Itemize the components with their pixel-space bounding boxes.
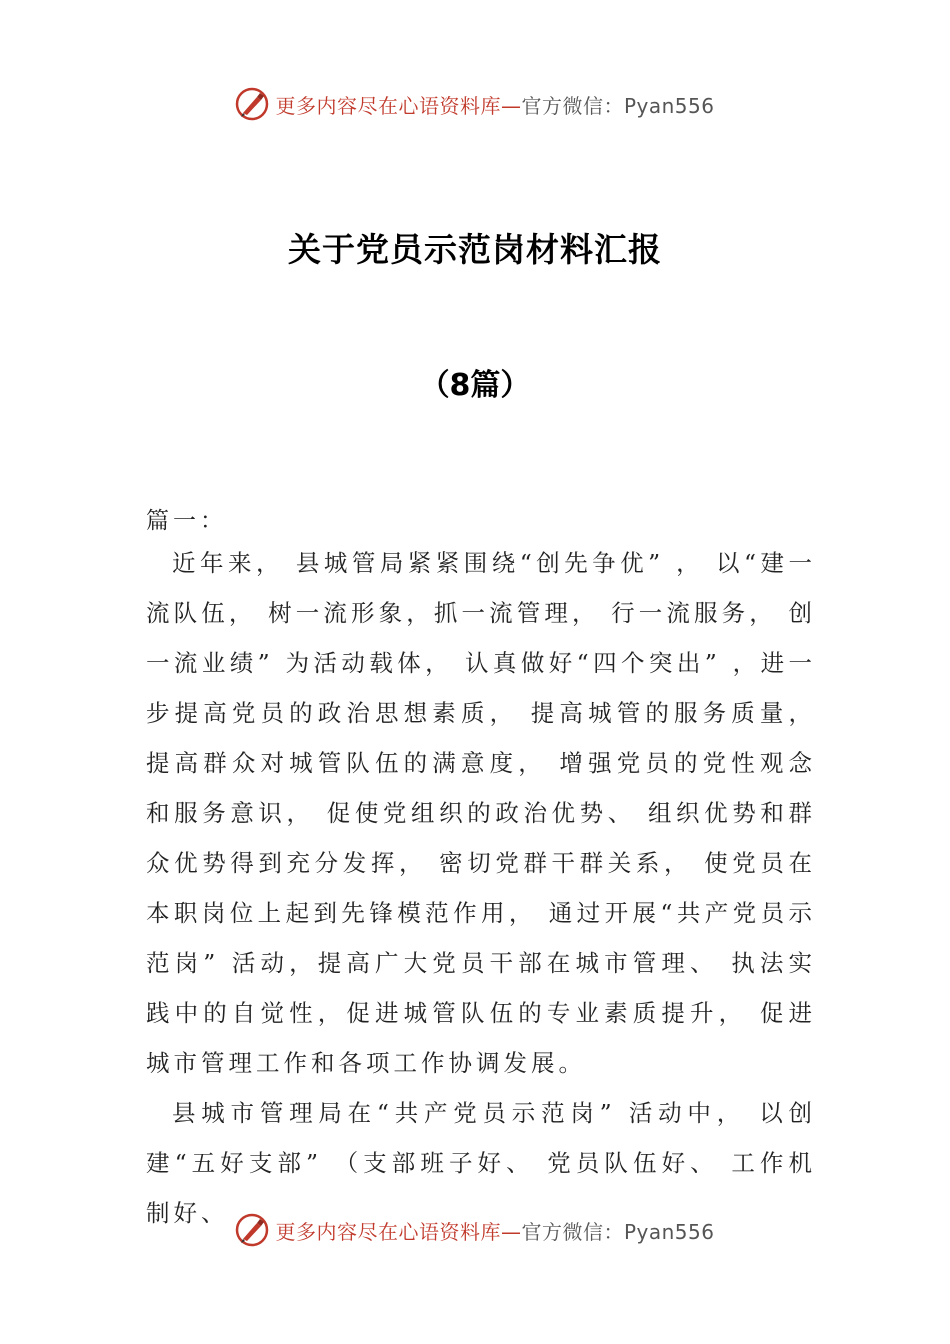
section-label: 篇一： [146,508,227,534]
document-subtitle: （8篇） [419,368,531,403]
watermark-text [275,1216,714,1245]
pen-logo-icon [235,1213,269,1247]
watermark-main-text: 更多内容尽在心语资料库— [275,93,522,118]
watermark-wechat-text: 官方微信：Pyan556 [521,93,715,118]
watermark-banner-top [0,84,950,124]
document-title: 关于党员示范岗材料汇报 [288,230,662,269]
watermark-text [275,90,714,119]
paragraph: 县城市管理局在“共产党员示范岗” 活动中， 以创建“五好支部” （支部班子好、 党员队伍好、 工作机制好、 [146,1099,816,1227]
watermark-wechat-text: 官方微信：Pyan556 [521,1219,715,1244]
document-body [146,538,816,1238]
paragraph: 近年来， 县城管局紧紧围绕“创先争优” ， 以“建一流队伍， 树一流形象，抓一流管理， 行一流服务， 创一流业绩” 为活动载体， 认真做好“四个突出” ，进一步提高党员的政治思想素质， 提高城管的服务质量， 提高群众对城管队伍的满意度， 增强党员的党性观念和服务意识， 促使党组织的政治优势、 组织优势和群众优势得到充分发挥， 密切党群干群关系， 使党员在本职岗位上起到先锋模范作用， 通过开展“共产党员示范岗” 活动，提高广大党员干部在城市管理、 执法实践中的自觉性，促进城管队伍的专业素质提升， 促进城市管理工作和各项工作协调发展。 [146,549,817,1077]
pen-logo-icon [235,87,269,121]
watermark-banner-bottom [0,1210,950,1250]
watermark-main-text: 更多内容尽在心语资料库— [275,1219,522,1244]
